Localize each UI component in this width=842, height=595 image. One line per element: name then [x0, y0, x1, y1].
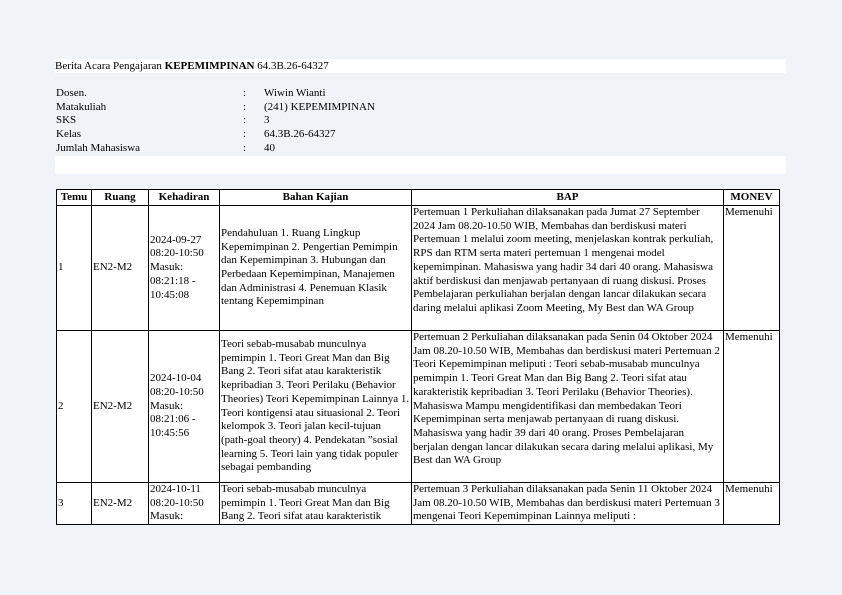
info-value: 3: [264, 114, 270, 127]
info-separator: :: [243, 100, 247, 113]
cell-temu: 1: [57, 206, 92, 331]
header-ruang: Ruang: [92, 190, 149, 206]
header-monev: MONEV: [724, 190, 780, 206]
info-row-kelas: [55, 128, 786, 142]
title-course: KEPEMIMPINAN: [164, 60, 255, 72]
info-value: 40: [264, 141, 275, 154]
table-header-row: [57, 190, 780, 206]
header-bahan-kajian: Bahan Kajian: [220, 190, 412, 206]
spacer-band: [55, 156, 786, 174]
info-label: SKS: [56, 114, 77, 127]
cell-ruang: EN2-M2: [92, 483, 149, 525]
cell-bahan-kajian: Teori sebab-musabab munculnya pemimpin 1. Teori Great Man dan Big Bang 2. Teori sifat atau karakteristik: [220, 483, 412, 525]
header-bap: BAP: [412, 190, 724, 206]
cell-kehadiran: 2024-10-11 08:20-10:50 Masuk:: [149, 483, 220, 525]
cell-ruang: EN2-M2: [92, 206, 149, 331]
info-value: 64.3B.26-64327: [264, 128, 336, 141]
info-row-dosen: [55, 87, 786, 101]
info-separator: :: [243, 114, 247, 127]
info-label: Kelas: [56, 128, 82, 141]
info-label: Jumlah Mahasiswa: [56, 141, 141, 154]
info-label: Matakuliah: [56, 100, 107, 113]
bap-table: [56, 189, 780, 525]
cell-bahan-kajian: Teori sebab-musabab munculnya pemimpin 1. Teori Great Man dan Big Bang 2. Teori sifat atau karakteristik kepribadian 3. Teori Perilaku (Behavior Theories) Teori Kepemimpinan Lainnya 1. Teori kontigensi atau situasional 2. Teori kelompok 3. Teori jalan kecil-tujuan (path-goal theory) 4. Pendekatan ”sosial learning 5. Teori lain yang tidak populer sebagai pembanding: [220, 331, 412, 483]
table-row: [57, 483, 780, 525]
cell-bap: Pertemuan 3 Perkuliahan dilaksanakan pada Senin 11 Oktober 2024 Jam 08.20-10.50 WIB, Membahas dan berdiskusi materi Pertemuan 3 mengenai Teori Kepemimpinan Lainnya meliputi :: [412, 483, 724, 525]
cell-temu: 3: [57, 483, 92, 525]
document-title: [55, 59, 786, 73]
title-code: 64.3B.26-64327: [257, 60, 329, 72]
info-separator: :: [243, 128, 247, 141]
cell-monev: Memenuhi: [724, 483, 780, 525]
info-row-sks: [55, 114, 786, 128]
course-info: [55, 87, 786, 155]
header-kehadiran: Kehadiran: [149, 190, 220, 206]
table-row: [57, 331, 780, 483]
cell-kehadiran: 2024-10-04 08:20-10:50 Masuk: 08:21:06 - 10:45:56: [149, 331, 220, 483]
cell-monev: Memenuhi: [724, 331, 780, 483]
info-row-matakuliah: [55, 101, 786, 115]
info-separator: :: [243, 141, 247, 154]
cell-bahan-kajian: Pendahuluan 1. Ruang Lingkup Kepemimpinan 2. Pengertian Pemimpin dan Kepemimpinan 3. Hubungan dan Perbedaan Kepemimpinan, Manajemen dan Administrasi 4. Penemuan Klasik tentang Kepemimpinan: [220, 206, 412, 331]
header-temu: Temu: [57, 190, 92, 206]
title-prefix: Berita Acara Pengajaran: [55, 60, 162, 72]
cell-bap: Pertemuan 1 Perkuliahan dilaksanakan pada Jumat 27 September 2024 Jam 08.20-10.50 WIB, Membahas dan berdiskusi materi Pertemuan 1 melalui zoom meeting, menjelaskan kontrak perkuliah, RPS dan RTM serta materi pertemuan 1 mengenai model kepemimpinan. Mahasiswa yang hadir 34 dari 40 orang. Mahasiswa aktif berdiskusi dan menjawab pertanyaan di ruang diskusi. Proses Pembelajaran perkuliahan berjalan dengan lancar dilakukan secara daring melalui aplikasi Zoom Meeting, My Best dan WA Group: [412, 206, 724, 331]
info-value: Wiwin Wianti: [264, 87, 326, 99]
info-value: (241) KEPEMIMPINAN: [264, 100, 375, 113]
info-row-jumlah-mahasiswa: [55, 142, 786, 156]
cell-monev: Memenuhi: [724, 206, 780, 331]
table-row: [57, 206, 780, 331]
cell-kehadiran: 2024-09-27 08:20-10:50 Masuk: 08:21:18 - 10:45:08: [149, 206, 220, 331]
info-separator: :: [243, 87, 247, 99]
info-label: Dosen.: [56, 87, 87, 99]
cell-ruang: EN2-M2: [92, 331, 149, 483]
cell-temu: 2: [57, 331, 92, 483]
cell-bap: Pertemuan 2 Perkuliahan dilaksanakan pada Senin 04 Oktober 2024 Jam 08.20-10.50 WIB, Membahas dan berdiskusi materi Pertemuan 2 Teori Kepemimpinan meliputi : Teori sebab-musabab munculnya pemimpin 1. Teori Great Man dan Big Bang 2. Teori sifat atau karakteristik kepribadian 3. Teori Perilaku (Behavior Theories). Mahasiswa Mampu mengidentifikasi dan membedakan Teori Kepemimpinan serta menjawab pertanyaan di ruang diskusi. Mahasiswa yang hadir 39 dari 40 orang. Proses Pembelajaran berjalan dengan lancar dilakukan secara daring melalui aplikasi, My Best dan WA Group: [412, 331, 724, 483]
